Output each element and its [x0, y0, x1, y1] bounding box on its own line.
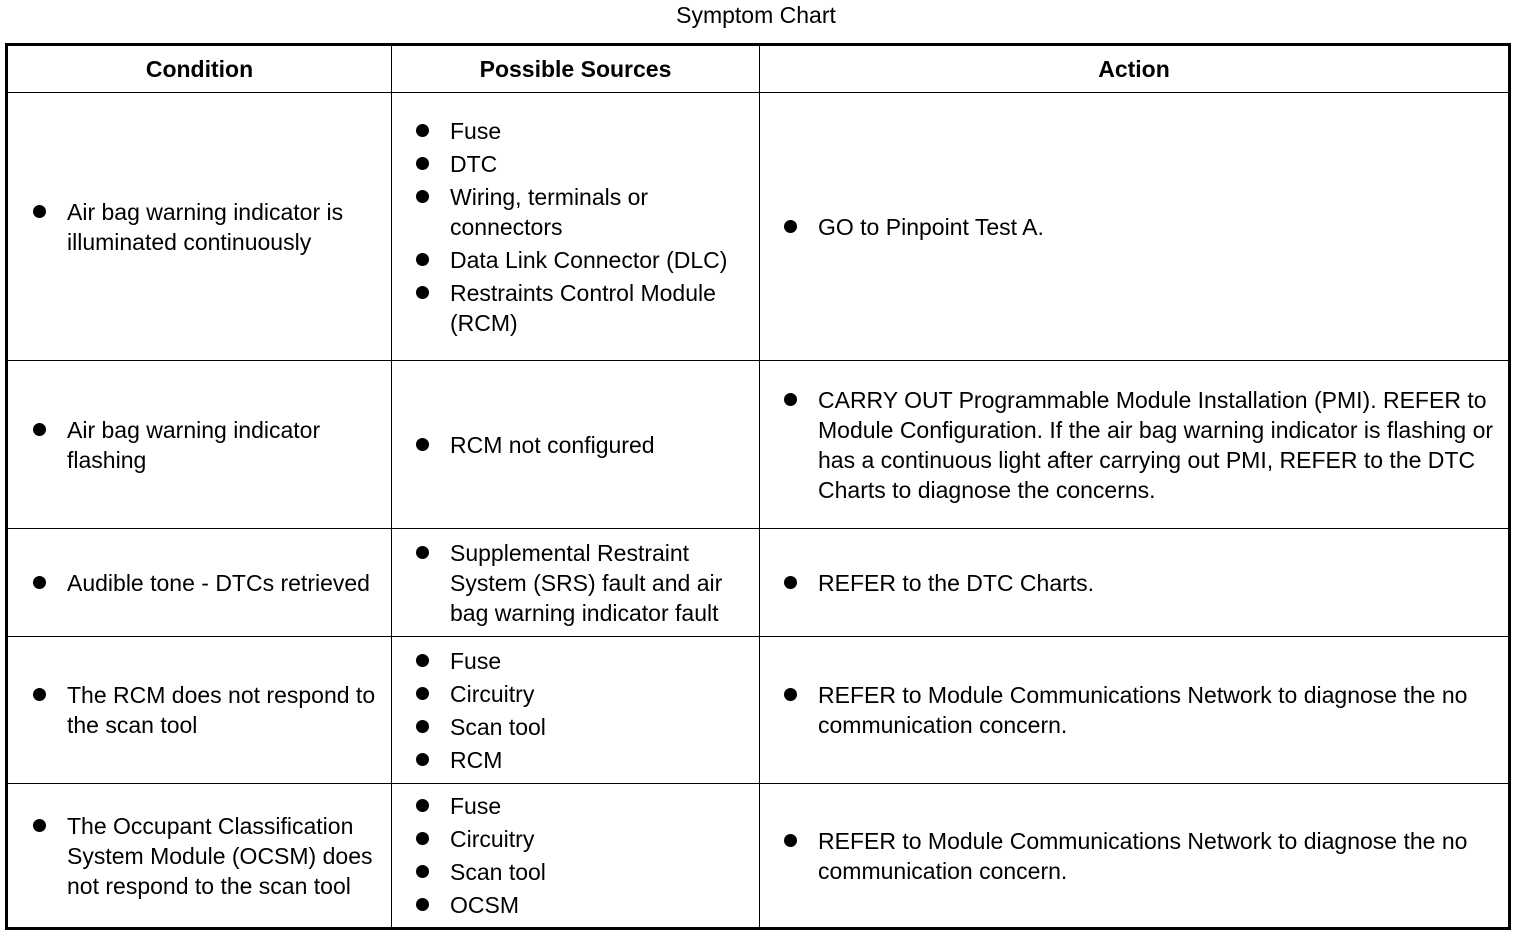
- action-cell: [760, 529, 1510, 637]
- source-item: Fuse: [450, 116, 751, 146]
- condition-cell: [7, 784, 392, 929]
- sources-cell: [392, 784, 760, 929]
- source-item: Circuitry: [450, 679, 751, 709]
- condition-text: The Occupant Classification System Module (OCSM) does not respond to the scan tool: [67, 811, 379, 901]
- column-header-condition: Condition: [7, 45, 392, 93]
- action-cell: [760, 93, 1510, 361]
- source-item: Supplemental Restraint System (SRS) fault and air bag warning indicator fault: [450, 538, 751, 628]
- source-item: Restraints Control Module (RCM): [450, 278, 751, 338]
- column-header-possible-sources: Possible Sources: [392, 45, 760, 93]
- source-item: OCSM: [450, 890, 751, 920]
- page-title: Symptom Chart: [676, 2, 836, 28]
- source-item: RCM not configured: [450, 430, 751, 460]
- table-row: [7, 93, 1510, 361]
- source-item: Wiring, terminals or connectors: [450, 182, 751, 242]
- action-text: CARRY OUT Programmable Module Installation (PMI). REFER to Module Configuration. If the air bag warning indicator is flashing or has a continuous light after carrying out PMI, REFER to the DTC Charts to diagnose the concerns.: [818, 385, 1496, 505]
- action-cell: [760, 637, 1510, 784]
- column-header-action: Action: [760, 45, 1510, 93]
- action-text: GO to Pinpoint Test A.: [818, 212, 1496, 242]
- sources-cell: [392, 361, 760, 529]
- source-item: Scan tool: [450, 712, 751, 742]
- condition-cell: [7, 361, 392, 529]
- source-item: RCM: [450, 745, 751, 775]
- condition-cell: [7, 637, 392, 784]
- action-text: REFER to the DTC Charts.: [818, 568, 1496, 598]
- source-item: Fuse: [450, 646, 751, 676]
- action-text: REFER to Module Communications Network to diagnose the no communication concern.: [818, 680, 1496, 740]
- condition-text: Audible tone - DTCs retrieved: [67, 568, 379, 598]
- table-row: [7, 529, 1510, 637]
- condition-text: Air bag warning indicator is illuminated continuously: [67, 197, 379, 257]
- action-text: REFER to Module Communications Network to diagnose the no communication concern.: [818, 826, 1496, 886]
- sources-cell: [392, 529, 760, 637]
- condition-cell: [7, 529, 392, 637]
- table-row: [7, 361, 1510, 529]
- sources-cell: [392, 637, 760, 784]
- source-item: DTC: [450, 149, 751, 179]
- symptom-table: [5, 43, 1511, 930]
- condition-text: Air bag warning indicator flashing: [67, 415, 379, 475]
- source-item: Data Link Connector (DLC): [450, 245, 751, 275]
- source-item: Scan tool: [450, 857, 751, 887]
- table-row: [7, 637, 1510, 784]
- action-cell: [760, 361, 1510, 529]
- source-item: Circuitry: [450, 824, 751, 854]
- condition-text: The RCM does not respond to the scan tool: [67, 680, 379, 740]
- source-item: Fuse: [450, 791, 751, 821]
- sources-cell: [392, 93, 760, 361]
- table-row: [7, 784, 1510, 929]
- action-cell: [760, 784, 1510, 929]
- condition-cell: [7, 93, 392, 361]
- table-header-row: [7, 45, 1510, 93]
